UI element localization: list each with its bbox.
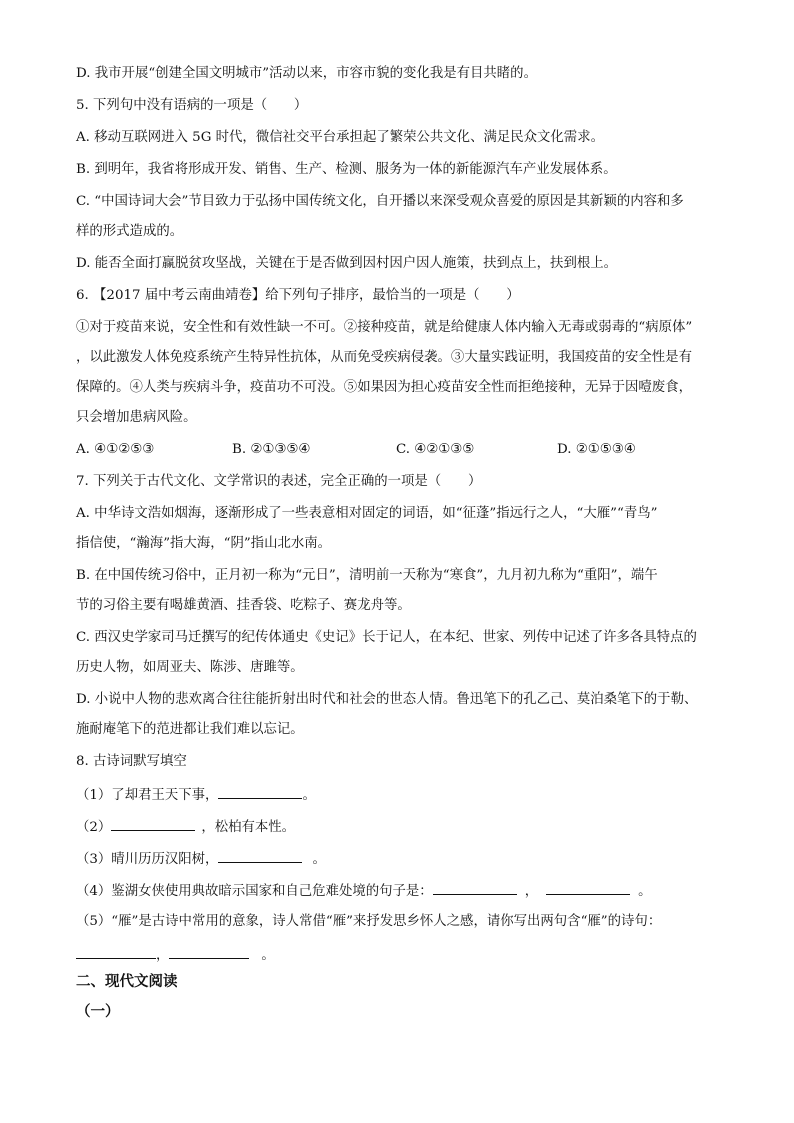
q8-3-end: 。 [312, 852, 326, 867]
question-6-stem: 6. 【2017 届中考云南曲靖卷】给下列句子排序，最恰当的一项是（ ） [76, 288, 520, 303]
q8-2-text: （2） [76, 820, 112, 835]
q6-option-a: A. ④①②⑤③ [76, 442, 155, 457]
q5-option-c-line2: 样的形式造成的。 [76, 224, 184, 239]
q7-option-d-line1: D. 小说中人物的悲欢离合往往能折射出时代和社会的世态人情。鲁迅笔下的孔乙己、莫泊桑笔下的于勒、 [76, 692, 698, 707]
q5-option-c-line1: C. “中国诗词大会”节目致力于弘扬中国传统文化，自开播以来深受观众喜爱的原因是其新颖的内容和多 [76, 194, 684, 209]
q7-option-b-line2: 节的习俗主要有喝雄黄酒、挂香袋、吃粽子、赛龙舟等。 [76, 598, 411, 613]
q8-2-end: ，松柏有本性。 [201, 820, 296, 835]
q7-option-c-line1: C. 西汉史学家司马迁撰写的纪传体通史《史记》长于记人，在本纪、世家、列传中记述了许多各具特点的 [76, 630, 697, 645]
q5-option-b: B. 到明年，我省将形成开发、销售、生产、检测、服务为一体的新能源汽车产业发展体系。 [76, 162, 617, 177]
q5-option-d: D. 能否全面打赢脱贫攻坚战，关键在于是否做到因村因户因人施策，扶到点上，扶到根上。 [76, 256, 618, 271]
q4-option-d: D. 我市开展“创建全国文明城市”活动以来，市容市貌的变化我是有目共睹的。 [76, 66, 537, 81]
q8-item-5: （5）“雁”是古诗中常用的意象，诗人常借“雁”来抒发思乡怀人之感，请你写出两句含“雁”的诗句： [76, 914, 662, 929]
q8-item-5-answer [76, 944, 275, 966]
q8-item-4 [76, 880, 651, 902]
q8-4-text: （4）鉴湖女侠使用典故暗示国家和自己危难处境的句子是： [76, 884, 433, 899]
q6-passage-line4: 只会增加患病风险。 [76, 410, 197, 425]
section-heading-modern-reading: 二、现代文阅读 [76, 973, 178, 990]
q8-3-blank[interactable] [218, 848, 302, 863]
q8-4-end: 。 [638, 884, 652, 899]
q6-option-b: B. ②①③⑤④ [232, 442, 311, 457]
q8-item-1 [76, 784, 316, 806]
q6-option-c: C. ④②①③⑤ [396, 442, 475, 457]
q8-5-blank-2[interactable] [169, 944, 249, 959]
q8-1-end: 。 [302, 788, 316, 803]
q8-5-end: 。 [261, 948, 275, 963]
q8-4-blank-1[interactable] [433, 880, 517, 895]
q8-2-blank[interactable] [111, 816, 195, 831]
q7-option-b-line1: B. 在中国传统习俗中，正月初一称为“元日”，清明前一天称为“寒食”，九月初九称为“重阳”，端午 [76, 568, 658, 583]
q8-5-comma: ， [156, 948, 170, 963]
q6-passage-line1: ①对于疫苗来说，安全性和有效性缺一不可。②接种疫苗，就是给健康人体内输入无毒或弱毒的“病原体” [76, 320, 693, 335]
q8-item-3 [76, 848, 326, 870]
q6-passage-line2: ，以此激发人体免疫系统产生特异性抗体，从而免受疾病侵袭。③大量实践证明，我国疫苗的安全性是有 [76, 350, 692, 365]
q8-4-blank-2[interactable] [546, 880, 630, 895]
q8-4-comma: ， [524, 884, 539, 899]
q6-option-d: D. ②①⑤③④ [557, 442, 636, 457]
q7-option-a-line2: 指信使，“瀚海”指大海，“阴”指山北水南。 [76, 536, 332, 551]
q7-option-c-line2: 历史人物，如周亚夫、陈涉、唐雎等。 [76, 660, 304, 675]
question-8-stem: 8. 古诗词默写填空 [76, 754, 187, 769]
q6-passage-line3: 保障的。④人类与疾病斗争，疫苗功不可没。⑤如果因为担心疫苗安全性而拒绝接种，无异于因噎废食， [76, 380, 692, 395]
subsection-heading-1: （一） [76, 1003, 120, 1020]
q5-option-a: A. 移动互联网进入 5G 时代，微信社交平台承担起了繁荣公共文化、满足民众文化需求。 [76, 130, 604, 145]
q7-option-a-line1: A. 中华诗文浩如烟海，逐渐形成了一些表意相对固定的词语，如“征蓬”指远行之人，“大雁”“青鸟” [76, 506, 658, 521]
q8-3-text: （3）晴川历历汉阳树， [76, 852, 219, 867]
question-7-stem: 7. 下列关于古代文化、文学常识的表述，完全正确的一项是（ ） [76, 474, 482, 489]
q8-1-blank[interactable] [218, 784, 302, 799]
q8-5-blank-1[interactable] [76, 944, 156, 959]
q7-option-d-line2: 施耐庵笔下的范进都让我们难以忘记。 [76, 722, 304, 737]
q8-item-2 [76, 816, 295, 838]
question-5-stem: 5. 下列句中没有语病的一项是（ ） [76, 98, 308, 113]
q8-1-text: （1）了却君王天下事， [76, 788, 219, 803]
